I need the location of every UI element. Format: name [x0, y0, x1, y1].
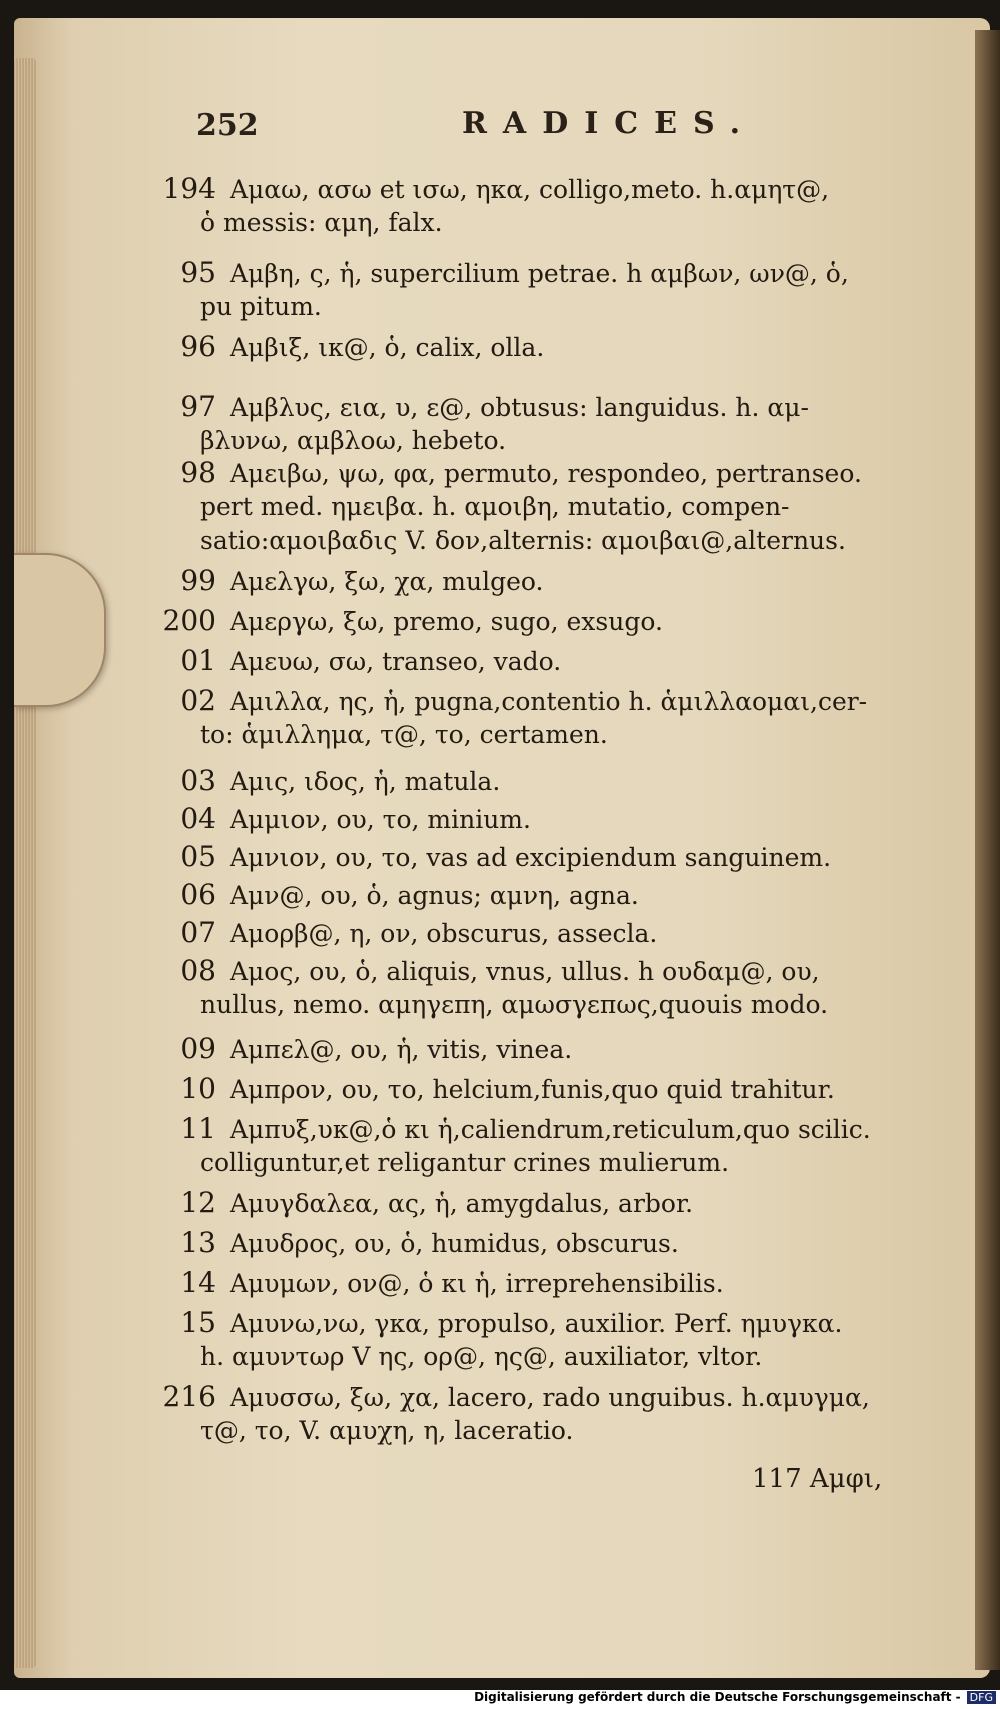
entry-line: Αμος, ου, ὁ, aliquis, vnus, ullus. h ουδαμ@, ου, — [230, 957, 820, 986]
dictionary-entry — [150, 1226, 679, 1261]
entry-continuation-line: to: ἁμιλλημα, τ@, το, certamen. — [200, 720, 608, 749]
entry-number: 02 — [180, 684, 216, 717]
entry-number: 14 — [180, 1266, 216, 1299]
entry-line: Αμευω, σω, transeo, vado. — [230, 647, 562, 676]
dictionary-entry — [150, 1186, 693, 1221]
dictionary-entry — [150, 644, 561, 679]
entry-number: 200 — [162, 604, 216, 637]
entry-line: Αμβλυς, εια, υ, ε@, obtusus: languidus. h. αμ- — [230, 393, 809, 422]
dictionary-entry — [150, 564, 543, 599]
entry-line: Αμν@, ου, ὁ, agnus; αμνη, agna. — [230, 881, 639, 910]
page-stack-edge — [14, 58, 36, 1668]
dictionary-entry — [150, 954, 829, 1019]
entry-number: 216 — [162, 1380, 216, 1413]
dictionary-entry — [150, 1072, 835, 1107]
digitization-footer — [0, 1690, 1000, 1709]
dictionary-entry — [150, 1306, 843, 1371]
dictionary-entry — [150, 1032, 572, 1067]
entry-number: 96 — [180, 330, 216, 363]
entry-continuation-line: pu pitum. — [200, 292, 322, 321]
entry-continuation-line: τ@, το, V. αμυχη, η, laceratio. — [200, 1416, 574, 1445]
entry-number: 08 — [180, 954, 216, 987]
entry-number: 13 — [180, 1226, 216, 1259]
dictionary-entry — [150, 1266, 724, 1301]
entry-number: 99 — [180, 564, 216, 597]
entry-number: 95 — [180, 256, 216, 289]
dictionary-entry — [150, 390, 809, 455]
dictionary-entry — [150, 330, 544, 365]
entry-line: Αμπρον, ου, το, helcium,funis,quo quid trahitur. — [230, 1075, 835, 1104]
entry-number: 194 — [162, 172, 216, 205]
entry-continuation-line: h. αμυντωρ V ης, ορ@, ης@, auxiliator, vltor. — [200, 1342, 763, 1371]
dictionary-entry — [150, 764, 500, 799]
entry-line: Αμελγω, ξω, χα, mulgeo. — [230, 567, 544, 596]
entry-line: Αμβιξ, ικ@, ὁ, calix, olla. — [230, 333, 545, 362]
entry-number: 12 — [180, 1186, 216, 1219]
footer-text: Digitalisierung gefördert durch die Deutsche Forschungsgemeinschaft - — [474, 1690, 961, 1704]
dictionary-entry — [150, 172, 830, 237]
entry-number: 97 — [180, 390, 216, 423]
entry-number: 05 — [180, 840, 216, 873]
entry-line: Αμυνω,νω, γκα, propulso, auxilior. Perf. ημυγκα. — [230, 1309, 843, 1338]
entry-line: Αμειβω, ψω, φα, permuto, respondeo, pertranseo. — [230, 459, 862, 488]
book-clip — [14, 553, 106, 707]
entry-continuation-line: βλυνω, αμβλοω, hebeto. — [200, 426, 507, 455]
entry-line: Αμπυξ,υκ@,ὁ κι ἡ,caliendrum,reticulum,quo scilic. — [230, 1115, 871, 1144]
entry-number: 03 — [180, 764, 216, 797]
entry-line: Αμυσσω, ξω, χα, lacero, rado unguibus. h.αμυγμα, — [230, 1383, 870, 1412]
dictionary-entry — [150, 456, 862, 555]
entry-line: Αμπελ@, ου, ἡ, vitis, vinea. — [230, 1035, 573, 1064]
dictionary-entry — [150, 802, 531, 837]
entry-line: Αμνιον, ου, το, vas ad excipiendum sanguinem. — [230, 843, 832, 872]
entry-continuation-line: pert med. ημειβα. h. αμοιβη, mutatio, compen- — [200, 492, 790, 521]
entry-line: Αμορβ@, η, ον, obscurus, assecla. — [230, 919, 658, 948]
entry-line: Αμβη, ς, ἡ, supercilium petrae. h αμβων, ων@, ὁ, — [230, 259, 849, 288]
catchword: 117 Αμφι, — [752, 1464, 883, 1494]
entry-number: 15 — [180, 1306, 216, 1339]
entry-line: Αμις, ιδος, ἡ, matula. — [230, 767, 501, 796]
dictionary-entry — [150, 878, 639, 913]
entry-number: 10 — [180, 1072, 216, 1105]
dictionary-entry — [150, 1112, 871, 1177]
binding-shadow — [975, 30, 1000, 1670]
entry-line: Αμαω, ασω et ισω, ηκα, colligo,meto. h.αμητ@, — [230, 175, 830, 204]
dictionary-entry — [150, 604, 663, 639]
entry-continuation-line: satio:αμοιβαδις V. δον,alternis: αμοιβαι@,alternus. — [200, 526, 846, 555]
entry-continuation-line: colliguntur,et religantur crines mulierum. — [200, 1148, 730, 1177]
dictionary-entry — [150, 256, 849, 321]
entry-continuation-line: ὁ messis: αμη, falx. — [200, 208, 443, 237]
dictionary-entry — [150, 916, 657, 951]
entry-line: Αμυγδαλεα, ας, ἡ, amygdalus, arbor. — [230, 1189, 694, 1218]
dictionary-entry — [150, 840, 831, 875]
dfg-logo: DFG — [967, 1691, 996, 1704]
entry-number: 98 — [180, 456, 216, 489]
entry-number: 06 — [180, 878, 216, 911]
dictionary-entry — [150, 1380, 870, 1445]
entry-number: 07 — [180, 916, 216, 949]
entry-continuation-line: nullus, nemo. αμηγεπη, αμωσγεπως,quouis modo. — [200, 990, 829, 1019]
entry-line: Αμεργω, ξω, premo, sugo, exsugo. — [230, 607, 663, 636]
entry-number: 11 — [180, 1112, 216, 1145]
entry-number: 01 — [180, 644, 216, 677]
entry-line: Αμυμων, ον@, ὁ κι ἡ, irreprehensibilis. — [230, 1269, 724, 1298]
page-number: 252 — [196, 108, 259, 143]
entry-number: 09 — [180, 1032, 216, 1065]
dictionary-entry — [150, 684, 868, 749]
entry-line: Αμιλλα, ης, ἡ, pugna,contentio h. ἁμιλλαομαι,cer- — [230, 687, 868, 716]
entry-line: Αμυδρος, ου, ὁ, humidus, obscurus. — [230, 1229, 679, 1258]
entry-line: Αμμιον, ου, το, minium. — [230, 805, 531, 834]
entry-number: 04 — [180, 802, 216, 835]
running-head: RADICES. — [462, 106, 757, 141]
